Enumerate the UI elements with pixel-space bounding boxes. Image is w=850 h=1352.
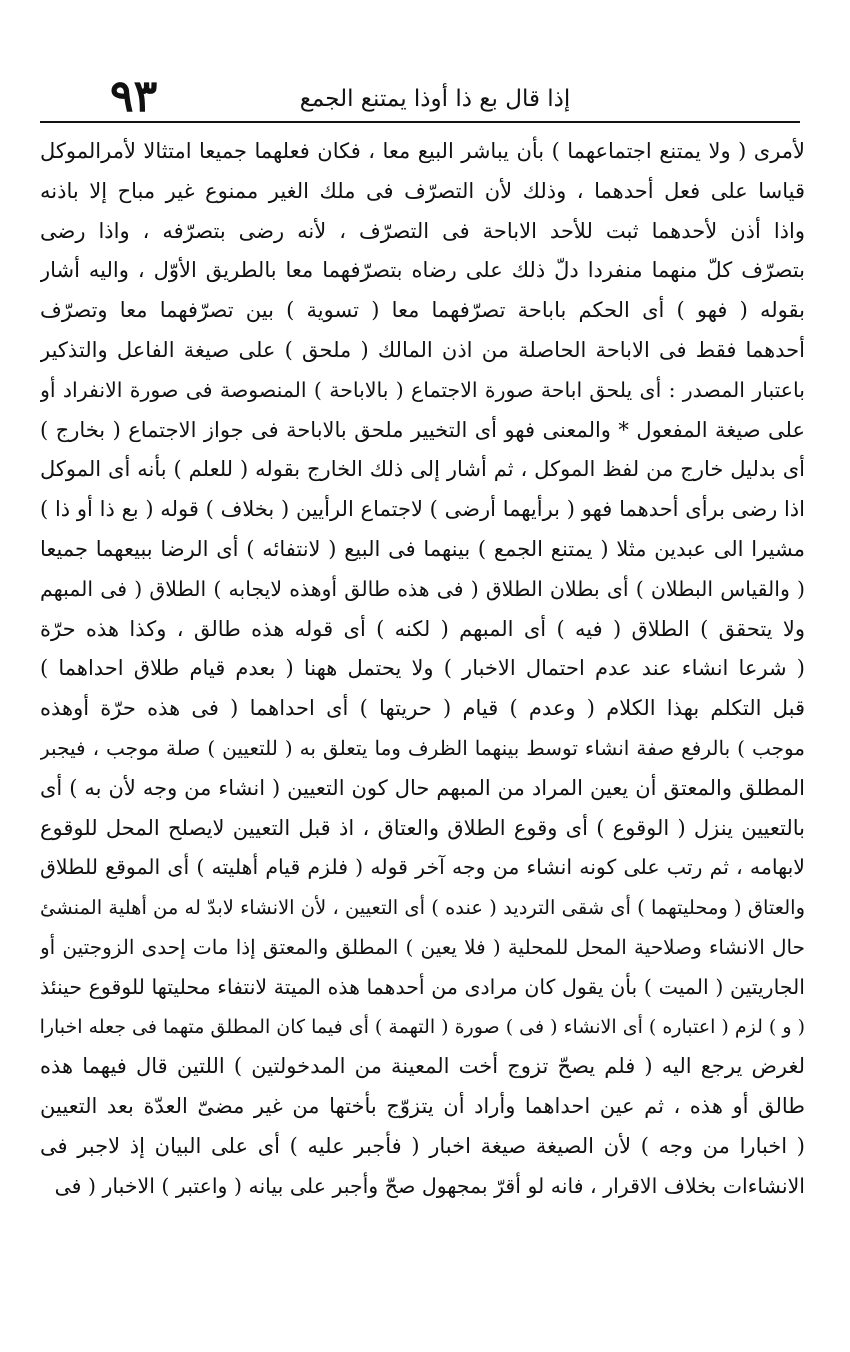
text-line: أحدهما فقط فى الاباحة الحاصلة من اذن المالك ( ملحق ) على صيغة الفاعل والتذكير xyxy=(40,337,805,362)
header-rule xyxy=(40,121,800,123)
text-line: والعتاق ( ومحليتهما ) أى شقى الترديد ( عنده ) أى التعيين ، لأن الانشاء لابدّ له من أهلية المنشئ xyxy=(40,896,805,920)
body-text xyxy=(40,132,805,1207)
page-number: ٩٣ xyxy=(110,71,158,122)
text-line: باعتبار المصدر : أى يلحق اباحة صورة الاجتماع ( بالاباحة ) المنصوصة فى صورة الانفراد أو xyxy=(40,377,805,402)
text-line: ( اخبارا من وجه ) لأن الصيغة صيغة اخبار ( فأجبر عليه ) أى على البيان إذ لاجبر فى xyxy=(40,1133,805,1158)
text-line: حال الانشاء وصلاحية المحل للمحلية ( فلا يعين ) المطلق والمعتق إذا مات إحدى الزوجتين أو xyxy=(40,934,805,959)
text-line: قياسا على فعل أحدهما ، وذلك لأن التصرّف فى ملك الغير ممنوع غير مباح إلا باذنه xyxy=(40,178,805,203)
text-line: ( شرعا انشاء عند عدم احتمال الاخبار ) ولا يحتمل ههنا ( بعدم قيام طلاق احداهما ) xyxy=(40,656,805,681)
text-line: المطلق والمعتق أن يعين المراد من المبهم حال كون التعيين ( انشاء من وجه لأن به ) أى xyxy=(40,775,805,800)
text-line: لغرض يرجع اليه ( فلم يصحّ تزوج أخت المعينة من المدخولتين ) اللتين قال فيهما هذه xyxy=(40,1054,805,1079)
text-line: واذا أذن لأحدهما ثبت للأحد الاباحة فى التصرّف ، لأنه رضى بتصرّفه ، واذا رضى xyxy=(40,218,805,243)
text-line: أى بدليل خارج من لفظ الموكل ، ثم أشار إلى ذلك الخارج بقوله ( للعلم ) بأنه أى الموكل xyxy=(40,457,805,482)
text-line: ولا يتحقق ) الطلاق ( فيه ) أى المبهم ( لكنه ) أى قوله هذه طالق ، وكذا هذه حرّة xyxy=(40,616,805,641)
text-line: اذا رضى برأى أحدهما فهو ( برأيهما أرضى ) لاجتماع الرأيين ( بخلاف ) قوله ( بع ذا أو ذا ) xyxy=(40,497,805,522)
text-line: على صيغة المفعول * والمعنى فهو أى التخيير ملحق بالاباحة فى جواز الاجتماع ( بخارج ) xyxy=(40,417,805,442)
text-line: طالق أو هذه ، ثم عين احداهما وأراد أن يتزوّج بأختها من غير مضىّ العدّة بعد التعيين xyxy=(40,1094,805,1119)
text-line: لأمرى ( ولا يمتنع اجتماعهما ) بأن يباشر البيع معا ، فكان فعلهما جميعا امتثالا لأمرالموكل xyxy=(40,139,805,163)
text-line: بالتعيين ينزل ( الوقوع ) أى وقوع الطلاق والعتاق ، اذ قبل التعيين لايصلح المحل للوقوع xyxy=(40,815,805,840)
text-line: مشيرا الى عبدين مثلا ( يمتنع الجمع ) بينهما فى البيع ( لانتفائه ) أى الرضا ببيعهما جميعا xyxy=(40,536,805,561)
text-line: ( والقياس البطلان ) أى بطلان الطلاق ( فى هذه طالق أوهذه لايجابه ) الطلاق ( فى المبهم xyxy=(40,576,805,601)
text-line: موجب ) بالرفع صفة انشاء توسط بينهما الظرف وما يتعلق به ( للتعيين ) صلة موجب ، فيجبر xyxy=(40,735,805,760)
text-line: بقوله ( فهو ) أى الحكم باباحة تصرّفهما معا ( تسوية ) بين تصرّفهما معا وتصرّف xyxy=(40,298,805,323)
text-line: قبل التكلم بهذا الكلام ( وعدم ) قيام ( حريتها ) أى احداهما ( فى هذه حرّة أوهذه xyxy=(40,696,805,721)
text-line: الجاريتين ( الميت ) بأن يقول كان مرادى من أحدهما هذه الميتة لانتفاء محليتها للوقوع حينئذ xyxy=(40,974,805,999)
text-line: بتصرّف كلّ منهما منفردا دلّ ذلك على رضاه بتصرّفهما معا بالطريق الأوّل ، واليه أشار xyxy=(40,258,805,283)
text-line: لابهامه ، ثم رتب على كونه انشاء من وجه آخر قوله ( فلزم قيام أهليته ) أى الموقع للطلاق xyxy=(40,855,805,880)
text-line: ( و ) لزم ( اعتباره ) أى الانشاء ( فى ) صورة ( التهمة ) أى فيما كان المطلق متهما فى جعله اخبارا xyxy=(40,1015,805,1038)
text-line: الانشاءات بخلاف الاقرار ، فانه لو أقرّ بمجهول صحّ وأجبر على بيانه ( واعتبر ) الاخبار ( فى xyxy=(54,1173,805,1198)
running-title: إذا قال بع ذا أوذا يمتنع الجمع xyxy=(299,86,571,112)
